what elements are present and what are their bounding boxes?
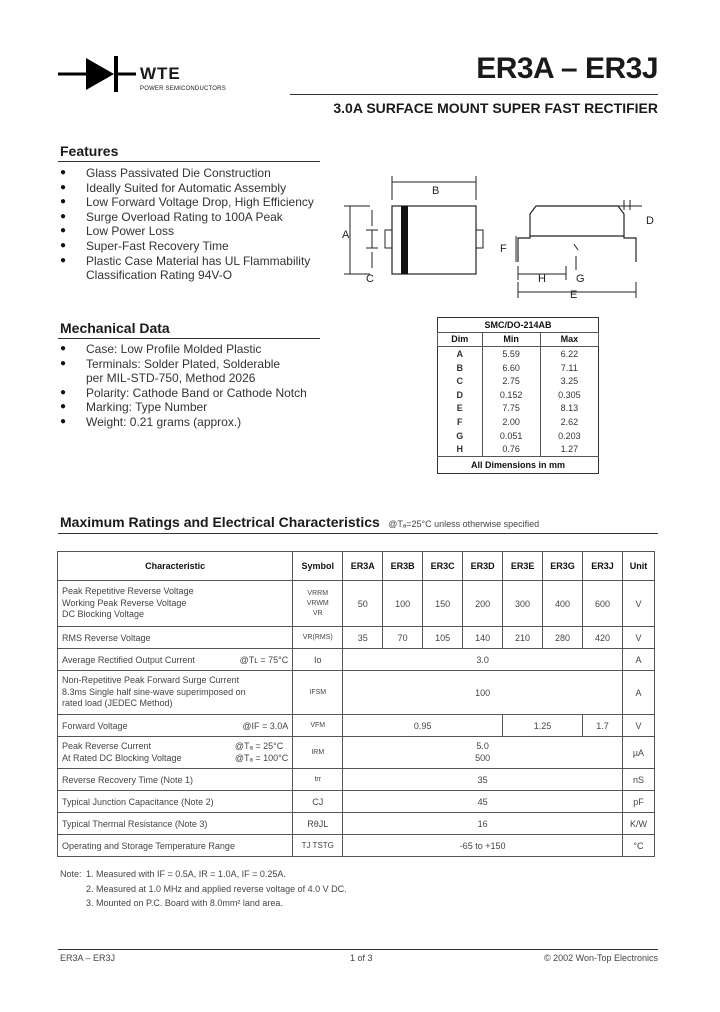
col-header: Max: [540, 332, 598, 347]
col-header: Dim: [438, 332, 483, 347]
col-header: ER3G: [543, 552, 583, 581]
table-row: C 2.75 3.25: [438, 374, 599, 388]
table-row: RMS Reverse Voltage VR(RMS) 35 70 105 140 210 280 420 V: [58, 627, 655, 649]
note-item: 1. Measured with IF = 0.5A, IR = 1.0A, IF = 0.25A.: [86, 869, 286, 879]
col-header: ER3E: [503, 552, 543, 581]
list-item: ● Glass Passivated Die Construction: [60, 166, 360, 181]
features-rule: [58, 161, 320, 162]
table-row: Non-Repetitive Peak Forward Surge Current 8.3ms Single half sine-wave superimposed on rated load (JEDEC Method) IFSM 100 A: [58, 671, 655, 715]
col-header: Min: [482, 332, 540, 347]
table-row: A 5.59 6.22: [438, 347, 599, 361]
ratings-heading: [60, 514, 539, 532]
ratings-rule: [58, 533, 658, 534]
footer-left: ER3A – ER3J: [60, 953, 116, 963]
col-header: ER3A: [343, 552, 383, 581]
dimensions-title: SMC/DO-214AB: [438, 318, 599, 333]
list-item: ● Polarity: Cathode Band or Cathode Notch: [60, 386, 360, 401]
table-row: H 0.76 1.27: [438, 442, 599, 456]
table-row: B 6.60 7.11: [438, 361, 599, 375]
mechanical-rule: [58, 338, 320, 339]
note-item: 2. Measured at 1.0 MHz and applied reverse voltage of 4.0 V DC.: [86, 883, 347, 894]
table-row: Reverse Recovery Time (Note 1) trr 35 nS: [58, 769, 655, 791]
footer-rule: [58, 949, 658, 950]
svg-text:D: D: [646, 215, 654, 227]
features-title: Features: [60, 143, 119, 159]
svg-text:F: F: [500, 243, 507, 255]
notes-list: [86, 867, 347, 911]
svg-text:B: B: [432, 185, 440, 197]
list-item: ● Ideally Suited for Automatic Assembly: [60, 181, 360, 196]
ratings-table: [57, 551, 655, 857]
logo-subtext: POWER SEMICONDUCTORS: [140, 86, 226, 92]
table-row: @Tₐ = 25°C @Tₐ = 100°C Peak Reverse Current At Rated DC Blocking Voltage IRM 5.0 500 µA: [58, 737, 655, 769]
list-item: ● Low Forward Voltage Drop, High Efficiency: [60, 195, 360, 210]
col-header: Symbol: [293, 552, 343, 581]
note-item: 3. Mounted on P.C. Board with 8.0mm² land area.: [86, 898, 283, 909]
table-row: Peak Repetitive Reverse Voltage Working Peak Reverse Voltage DC Blocking Voltage VRRM VRWM VR 50 100 150 200 300 400 600 V: [58, 581, 655, 627]
col-header: ER3B: [383, 552, 423, 581]
col-header: ER3J: [583, 552, 623, 581]
ratings-title: Maximum Ratings and Electrical Characteristics: [60, 514, 380, 530]
list-item: ● Marking: Type Number: [60, 400, 360, 415]
table-row: Average Rectified Output Current @Tʟ = 75°C Io 3.0 A: [58, 649, 655, 671]
svg-text:E: E: [570, 289, 578, 301]
table-row: Typical Thermal Resistance (Note 3) RθJL 16 K/W: [58, 813, 655, 835]
col-header: ER3C: [423, 552, 463, 581]
list-item: ● Plastic Case Material has UL Flammability: [60, 254, 360, 269]
mechanical-list: [60, 342, 360, 430]
list-item: ● Low Power Loss: [60, 224, 360, 239]
notes-label: Note:: [60, 869, 82, 879]
list-item: ● Super-Fast Recovery Time: [60, 239, 360, 254]
mechanical-title: Mechanical Data: [60, 320, 170, 336]
list-item: per MIL-STD-750, Method 2026: [86, 371, 256, 386]
table-row: D 0.152 0.305: [438, 388, 599, 402]
dimensions-footer: All Dimensions in mm: [438, 456, 599, 473]
list-item: ● Surge Overload Rating to 100A Peak: [60, 210, 360, 225]
logo-text: WTE: [140, 64, 181, 83]
page-number: 1 of 3: [350, 953, 373, 963]
table-header-row: [58, 552, 655, 581]
list-item: ● Terminals: Solder Plated, Solderable: [60, 357, 360, 372]
table-row: Typical Junction Capacitance (Note 2) CJ 45 pF: [58, 791, 655, 813]
header-rule: [290, 94, 658, 95]
svg-text:G: G: [576, 273, 585, 285]
svg-text:H: H: [538, 273, 546, 285]
ratings-condition: @Tₐ=25°C unless otherwise specified: [388, 519, 540, 529]
table-row: G 0.051 0.203: [438, 429, 599, 443]
col-header: Unit: [622, 552, 654, 581]
dimensions-table: [437, 317, 599, 474]
list-item: Classification Rating 94V-O: [86, 268, 233, 283]
svg-text:C: C: [366, 273, 374, 285]
page-title: ER3A – ER3J: [476, 52, 658, 85]
list-item: ● Weight: 0.21 grams (approx.): [60, 415, 360, 430]
features-list: [60, 166, 360, 283]
page-subtitle: 3.0A SURFACE MOUNT SUPER FAST RECTIFIER: [333, 100, 658, 116]
table-row: Operating and Storage Temperature Range TJ TSTG -65 to +150 °C: [58, 835, 655, 857]
list-item: ● Case: Low Profile Molded Plastic: [60, 342, 360, 357]
table-row: F 2.00 2.62: [438, 415, 599, 429]
col-header: Characteristic: [58, 552, 293, 581]
col-header: ER3D: [463, 552, 503, 581]
table-row: Forward Voltage @IF = 3.0A VFM 0.95 1.25 1.7 V: [58, 715, 655, 737]
svg-text:A: A: [342, 229, 350, 241]
package-diagram: [330, 170, 670, 310]
footer-copyright: © 2002 Won-Top Electronics: [543, 953, 658, 963]
table-row: E 7.75 8.13: [438, 402, 599, 416]
